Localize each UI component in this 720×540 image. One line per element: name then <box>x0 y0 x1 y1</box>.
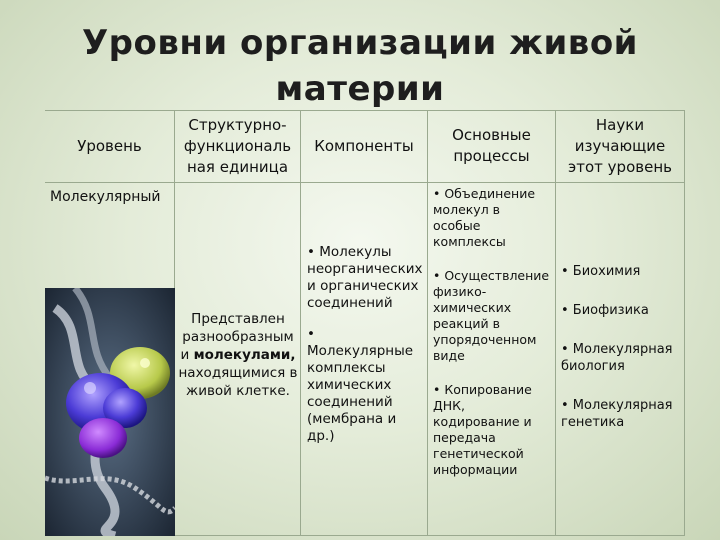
sciences-item-3-line-2: биология <box>561 359 625 374</box>
title-line-2: материи <box>275 69 445 109</box>
components-item <box>307 244 425 312</box>
header-level-label: Уровень <box>77 136 142 155</box>
processes-item-3-line-5: генетической <box>433 446 524 461</box>
components-item-2-line-4: соединений <box>307 394 393 410</box>
header-sciences-line-3: этот уровень <box>568 157 672 176</box>
header-unit-line-3: ная единица <box>186 157 289 176</box>
title-line-1: Уровни организации живой <box>81 23 639 63</box>
row-sciences <box>561 263 683 445</box>
header-processes-line-2: процессы <box>453 147 530 165</box>
unit-line-3-prefix: и <box>180 347 194 363</box>
components-item-1-line-1: • Молекулы <box>307 244 392 260</box>
header-sciences-line-2: изучающие <box>574 136 666 155</box>
row-components <box>307 244 425 459</box>
header-sciences <box>556 110 684 182</box>
processes-item-3-line-2: ДНК, <box>433 398 466 413</box>
header-processes-line-1: Основные <box>452 126 531 144</box>
header-divider <box>45 182 685 183</box>
processes-item-2-line-4: реакций в <box>433 316 500 331</box>
row-processes <box>433 186 553 492</box>
molecule-illustration <box>45 288 175 536</box>
processes-item-1-line-4: комплексы <box>433 234 506 249</box>
sciences-item <box>561 341 683 375</box>
components-item-2-line-6: др.) <box>307 428 335 444</box>
unit-line-3-emphasis: молекулами, <box>193 347 296 363</box>
unit-line-2: разнообразным <box>182 329 294 345</box>
sciences-item-1-line-1: • Биохимия <box>561 264 641 279</box>
processes-item-2-line-3: химических <box>433 300 512 315</box>
processes-item-1-line-2: молекул в <box>433 202 501 217</box>
col-divider-5 <box>684 110 685 536</box>
header-unit <box>175 110 300 182</box>
header-level <box>45 110 174 182</box>
page-title <box>60 20 660 112</box>
components-item-1-line-3: и органических <box>307 278 419 294</box>
processes-item-2-line-2: физико- <box>433 284 487 299</box>
processes-item-3-line-6: информации <box>433 462 518 477</box>
row-level-name: Молекулярный <box>50 189 161 205</box>
components-item-2-line-5: (мембрана и <box>307 411 397 427</box>
header-components <box>301 110 427 182</box>
levels-table <box>45 110 685 536</box>
row-unit-description <box>176 310 300 400</box>
header-unit-line-1: Структурно- <box>188 115 287 134</box>
processes-item-1-line-1: • Объединение <box>433 186 536 201</box>
sciences-item-4-line-2: генетика <box>561 415 625 430</box>
sciences-item <box>561 397 683 431</box>
processes-item-3-line-4: передача <box>433 430 496 445</box>
processes-item-2-line-5: упорядоченном <box>433 332 537 347</box>
header-processes <box>428 110 555 182</box>
unit-line-3 <box>176 346 300 364</box>
processes-item-3-line-3: кодирование и <box>433 414 532 429</box>
sciences-item-3-line-1: • Молекулярная <box>561 342 673 357</box>
sciences-item-4-line-1: • Молекулярная <box>561 398 673 413</box>
unit-line-5: живой клетке. <box>186 383 290 399</box>
sciences-item <box>561 302 683 319</box>
processes-item-3-line-1: • Копирование <box>433 382 532 397</box>
processes-item <box>433 186 553 250</box>
processes-item-1-line-3: особые <box>433 218 481 233</box>
components-item-1-line-4: соединений <box>307 295 393 311</box>
processes-item-2-line-1: • Осуществление <box>433 268 550 283</box>
processes-item-2-line-6: виде <box>433 348 465 363</box>
components-item-2-line-2: комплексы <box>307 360 386 376</box>
processes-item <box>433 382 553 478</box>
processes-item <box>433 268 553 364</box>
components-item-2-line-1: • Молекулярные <box>307 326 414 359</box>
header-components-label: Компоненты <box>314 136 414 155</box>
components-item-1-line-2: неорганических <box>307 261 423 277</box>
components-item <box>307 326 425 445</box>
header-unit-line-2: функциональ <box>183 136 292 155</box>
unit-line-1: Представлен <box>191 311 285 327</box>
unit-line-4: находящимися в <box>178 365 298 381</box>
sciences-item <box>561 263 683 280</box>
components-item-2-line-3: химических <box>307 377 392 393</box>
sciences-item-2-line-1: • Биофизика <box>561 303 649 318</box>
header-sciences-line-1: Науки <box>595 115 645 134</box>
